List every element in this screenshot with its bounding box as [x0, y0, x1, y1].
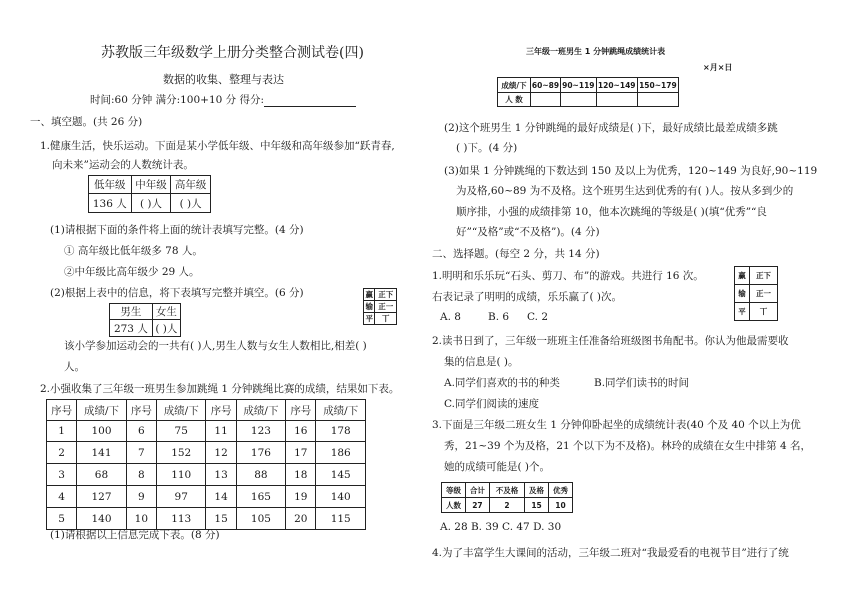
table-cell: 9: [126, 486, 156, 508]
table-header-cell: 60~89: [531, 78, 561, 93]
table-row: [47, 486, 366, 508]
table-cell: 145: [316, 464, 366, 486]
choice-q1: 1.明明和乐乐玩“石头、剪刀、布”的游戏。共进行 16 次。: [432, 270, 704, 282]
table-cell: 110: [156, 464, 206, 486]
jump-rope-score-table: [46, 399, 366, 530]
table-header-cell: 及格: [525, 483, 549, 498]
table-cell: 152: [156, 442, 206, 464]
table-cell: 88: [236, 464, 286, 486]
tally-mark: 正下: [749, 267, 777, 285]
table-cell: ( )人: [131, 194, 171, 213]
table-cell: 115: [316, 508, 366, 530]
table-cell: 17: [286, 442, 316, 464]
table-cell: 18: [286, 464, 316, 486]
table-cell: 14: [206, 486, 236, 508]
table-cell: 178: [316, 421, 366, 442]
choice-q4: 4.为了丰富学生大课间的活动，三年级二班对“我最爱看的电视节目”进行了统: [432, 547, 789, 559]
q2-part-2-b: ( )下。(4 分): [456, 142, 518, 154]
table-cell: 97: [156, 486, 206, 508]
tally-mark: 正一: [375, 301, 397, 313]
table-cell: 123: [236, 421, 286, 442]
table-cell: 15: [206, 508, 236, 530]
table-cell: [531, 93, 561, 107]
choice-q1-option-b: B. 6: [488, 311, 510, 323]
table-header-cell: 序号: [286, 400, 316, 421]
q2-part-3-b: 为及格,60~89 为不及格。这个班男生达到优秀的有( )人。按从多到少的: [456, 185, 794, 197]
table-header-cell: 成绩/下: [77, 400, 127, 421]
q2-text: 2.小强收集了三年级一班男生参加跳绳 1 分钟跳绳比赛的成绩，结果如下表。: [40, 383, 400, 395]
table-cell: 20: [286, 508, 316, 530]
table-header-cell: 等级: [442, 483, 466, 498]
tally-label: 平: [735, 303, 750, 321]
table-cell: 186: [316, 442, 366, 464]
table-cell: 人数: [442, 498, 466, 513]
gender-count-table: [109, 303, 181, 337]
table-cell: 136 人: [89, 194, 132, 213]
table-header-cell: 中年级: [131, 176, 171, 194]
table-cell: 人 数: [498, 93, 531, 107]
grade-count-table: [88, 175, 211, 213]
table-cell: 113: [156, 508, 206, 530]
tally-label: 赢: [735, 267, 750, 285]
table-cell: ( )人: [152, 320, 180, 337]
table-cell: 100: [77, 421, 127, 442]
table-header-cell: 合计: [465, 483, 489, 498]
table-cell: 176: [236, 442, 286, 464]
table-header-cell: 150~179: [637, 78, 678, 93]
tally-label: 平: [365, 314, 373, 323]
table-cell: [637, 93, 678, 107]
table-cell: ( )人: [171, 194, 211, 213]
choice-q3-c: 她的成绩可能是( )个。: [444, 461, 551, 473]
table-header-cell: 成绩/下: [498, 78, 531, 93]
table-cell: 140: [316, 486, 366, 508]
table-cell: 27: [465, 498, 489, 513]
page-title: 苏教版三年级数学上册分类整合测试卷(四): [101, 45, 364, 61]
q1-text: 1.健康生活，快乐运动。下面是某小学低年级、中年级和高年级参加“跃青春,: [40, 140, 395, 152]
table-header-cell: 序号: [126, 400, 156, 421]
table-row: [47, 421, 366, 442]
q1-text-2: 向未来”运动会的人数统计表。: [52, 159, 194, 171]
section-2-heading: 二、选择题。(每空 2 分，共 14 分): [432, 248, 600, 260]
tally-mark: 正下: [375, 289, 397, 301]
table-cell: 2: [47, 442, 77, 464]
table-cell: 8: [126, 464, 156, 486]
table-cell: 7: [126, 442, 156, 464]
table-cell: 165: [236, 486, 286, 508]
choice-q2-option-b: B.同学们读书的时间: [594, 377, 690, 389]
table-header-cell: 优秀: [549, 483, 573, 498]
table-cell: [561, 93, 597, 107]
rank-table: [497, 77, 679, 107]
tally-mark: 丅: [375, 313, 397, 325]
choice-q3-b: 秀，21~39 个为及格，21 个以下为不及格)。林玲的成绩在女生中排第 4 名，: [444, 440, 812, 452]
table-header-cell: 90~119: [561, 78, 597, 93]
choice-q1-option-c: C. 2: [527, 311, 549, 323]
tally-mark: 正一: [749, 285, 777, 303]
choice-q2: 2.读书日到了，三年级一班班主任准备给班级图书角配书。你认为他最需要收: [432, 335, 789, 347]
table-cell: 12: [206, 442, 236, 464]
table-cell: 11: [206, 421, 236, 442]
situp-table: [441, 482, 573, 513]
choice-q2-b: 集的信息是( )。: [444, 356, 519, 368]
choice-q3-options: A. 28 B. 39 C. 47 D. 30: [440, 521, 562, 533]
tally-label: 赢: [365, 290, 373, 299]
q1-fill-text-2: 人。: [64, 361, 85, 373]
table-row: [47, 442, 366, 464]
score-blank: [264, 95, 356, 107]
table-cell: 5: [47, 508, 77, 530]
table-header-cell: 成绩/下: [316, 400, 366, 421]
rank-table-date: ×月×日: [703, 63, 733, 72]
table-cell: 140: [77, 508, 127, 530]
choice-q1-option-a: A. 8: [440, 311, 461, 323]
table-cell: 10: [549, 498, 573, 513]
q2-part-3-d: 好”“及格”或“不及格”)。(4 分): [456, 226, 600, 238]
table-cell: 4: [47, 486, 77, 508]
table-header-cell: 成绩/下: [236, 400, 286, 421]
table-cell: 2: [489, 498, 524, 513]
table-row: [47, 464, 366, 486]
table-header-cell: 男生: [110, 304, 153, 320]
table-header-cell: 女生: [152, 304, 180, 320]
rank-table-title: 三年级一班男生 1 分钟跳绳成绩统计表: [526, 47, 666, 56]
table-cell: 19: [286, 486, 316, 508]
table-header-cell: 低年级: [89, 176, 132, 194]
table-cell: 127: [77, 486, 127, 508]
table-cell: [596, 93, 637, 107]
choice-q2-option-a: A.同学们喜欢的书的种类: [444, 377, 560, 389]
rps-tally-table-small: [363, 288, 397, 325]
table-header-cell: 高年级: [171, 176, 211, 194]
section-1-heading: 一、填空题。(共 26 分): [30, 116, 143, 128]
table-cell: 13: [206, 464, 236, 486]
table-cell: 1: [47, 421, 77, 442]
q1-condition-2: ②中年级比高年级少 29 人。: [64, 266, 200, 278]
table-cell: 10: [126, 508, 156, 530]
table-cell: 68: [77, 464, 127, 486]
q1-condition-1: ① 高年级比低年级多 78 人。: [64, 245, 203, 257]
table-cell: 3: [47, 464, 77, 486]
q2-part-3: (3)如果 1 分钟跳绳的下数达到 150 及以上为优秀，120~149 为良好,90~119: [444, 165, 818, 177]
tally-mark: 丅: [749, 303, 777, 321]
q1-part-1: (1)请根据下面的条件将上面的统计表填写完整。(4 分): [50, 224, 304, 236]
choice-q2-option-c: C.同学们阅读的速度: [444, 398, 539, 410]
q2-part-2: (2)这个班男生 1 分钟跳绳的最好成绩是( )下，最好成绩比最差成绩多跳: [444, 122, 778, 134]
q2-part-3-c: 顺序排，小强的成绩排第 10，他本次跳绳的等级是( )(填“优秀”“良: [456, 206, 767, 218]
choice-q3: 3.下面是三年级二班女生 1 分钟仰卧起坐的成绩统计表(40 个及 40 个以上为优: [432, 419, 801, 431]
exam-info-text: 时间:60 分钟 满分:100+10 分 得分:: [90, 94, 265, 106]
table-cell: 141: [77, 442, 127, 464]
q1-part-2: (2)根据上表中的信息，将下表填写完整并填空。(6 分): [50, 287, 304, 299]
q2-part-1: (1)请根据以上信息完成下表。(8 分): [50, 529, 220, 541]
q1-fill-text: 该小学参加运动会的一共有( )人,男生人数与女生人数相比,相差( ): [64, 340, 367, 352]
table-cell: 105: [236, 508, 286, 530]
table-cell: 15: [525, 498, 549, 513]
table-cell: 16: [286, 421, 316, 442]
table-header-cell: 成绩/下: [156, 400, 206, 421]
table-cell: 6: [126, 421, 156, 442]
table-header-cell: 序号: [47, 400, 77, 421]
tally-label: 输: [365, 302, 373, 311]
tally-label: 输: [735, 285, 750, 303]
exam-info: [90, 92, 356, 107]
table-header-cell: 120~149: [596, 78, 637, 93]
table-cell: 273 人: [110, 320, 153, 337]
rps-tally-table: [734, 266, 778, 321]
table-header-cell: 不及格: [489, 483, 524, 498]
page-subtitle: 数据的收集、整理与表达: [163, 73, 284, 86]
table-cell: 75: [156, 421, 206, 442]
choice-q1-b: 右表记录了明明的成绩，乐乐赢了( )次。: [432, 291, 623, 303]
table-header-cell: 序号: [206, 400, 236, 421]
